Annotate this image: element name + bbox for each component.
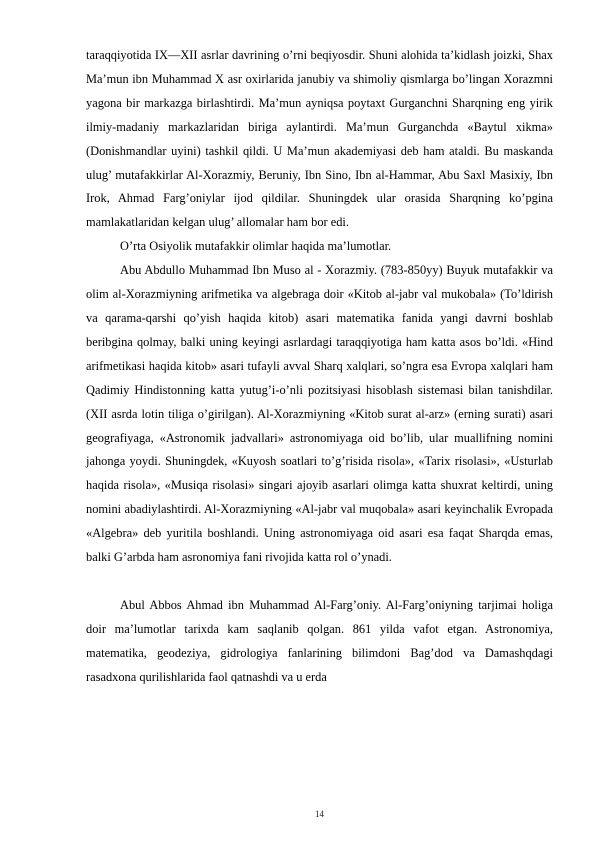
page-number: 14: [315, 809, 324, 819]
paragraph-spacer: [86, 570, 553, 594]
paragraph-intro: taraqqiyotida IX—XII asrlar davrining o’rni beqiyosdir. Shuni alohida ta’kidlash joizki, Shax Ma’mun ibn Muhammad X asr oxirlarida janubiy va shimoliy qismlarga bo’lingan Xorazmni yagona bir markazga birlashtirdi. Ma’mun ayniqsa poytaxt Gurganchni Sharqning eng yirik ilmiy-madaniy markazlaridan biriga aylantirdi. Ma’mun Gurganchda «Baytul xikma» (Donishmandlar uyini) tashkil qildi. U Ma’mun akademiyasi deb ham ataldi. Bu maskanda ulug’ mutafakkirlar Al-Xorazmiy, Beruniy, Ibn Sino, Ibn al-Hammar, Abu Saxl Masixiy, Ibn Irok, Ahmad Farg’oniylar ijod qildilar. Shuningdek ular orasida Sharqning ko’pgina mamlakatlaridan kelgan ulug’ allomalar ham bor edi.: [86, 48, 553, 230]
section-heading: O’rta Osiyolik mutafakkir olimlar haqida ma’lumotlar.: [120, 239, 392, 254]
paragraph-al-xorazmiy: Abu Abdullo Muhammad Ibn Muso al - Xorazmiy. (783-850yy) Buyuk mutafakkir va olim al-Xorazmiyning arifmetika va algebraga doir «Kitob al-jabr val mukobala» (To’ldirish va qarama-qarshi qo’yish haqida kitob) asari matematika fanida yangi davrni boshlab beribgina qolmay, balki uning keyingi asrlardagi taraqqiyotiga ham katta asos bo’ldi. «Hind arifmetikasi haqida kitob» asari tufayli avval Sharq xalqlari, so’ngra esa Evropa xalqlari ham Qadimiy Hindistonning katta yutug’i-o’nli pozitsiyasi hisoblash sistemasi bilan tanishdilar. (XII asrda lotin tiliga o’girilgan). Al-Xorazmiyning «Kitob surat al-arz» (erning surati) asari geografiyaga, «Astronomik jadvallari» astronomiyaga oid bo’lib, ular muallifning nomini jahonga yoydi. Shuningdek, «Kuyosh soatlari to’g’risida risola», «Tarix risolasi», «Usturlab haqida risola», «Musiqa risolasi» singari ajoyib asarlari olimga katta shuxrat keltirdi, uning nomini abadiylashtirdi. Al-Xorazmiyning «Al-jabr val muqobala» asari keyinchalik Evropada «Algebra» deb yuritila boshlandi. Uning astronomiyaga oid asari esa faqat Sharqda emas, balki G’arbda ham asronomiya fani rivojida katta rol o’ynadi.: [86, 263, 553, 565]
document-body: [86, 44, 553, 690]
paragraph-al-fargoniy: Abul Abbos Ahmad ibn Muhammad Al-Farg’oniy. Al-Farg’oniyning tarjimai holiga doir ma’lumotlar tarixda kam saqlanib qolgan. 861 yilda vafot etgan. Astronomiya, matematika, geodeziya, gidrologiya fanlarining bilimdoni Bag’dod va Damashqdagi rasadxona qurilishlarida faol qatnashdi va u erda: [86, 597, 553, 684]
